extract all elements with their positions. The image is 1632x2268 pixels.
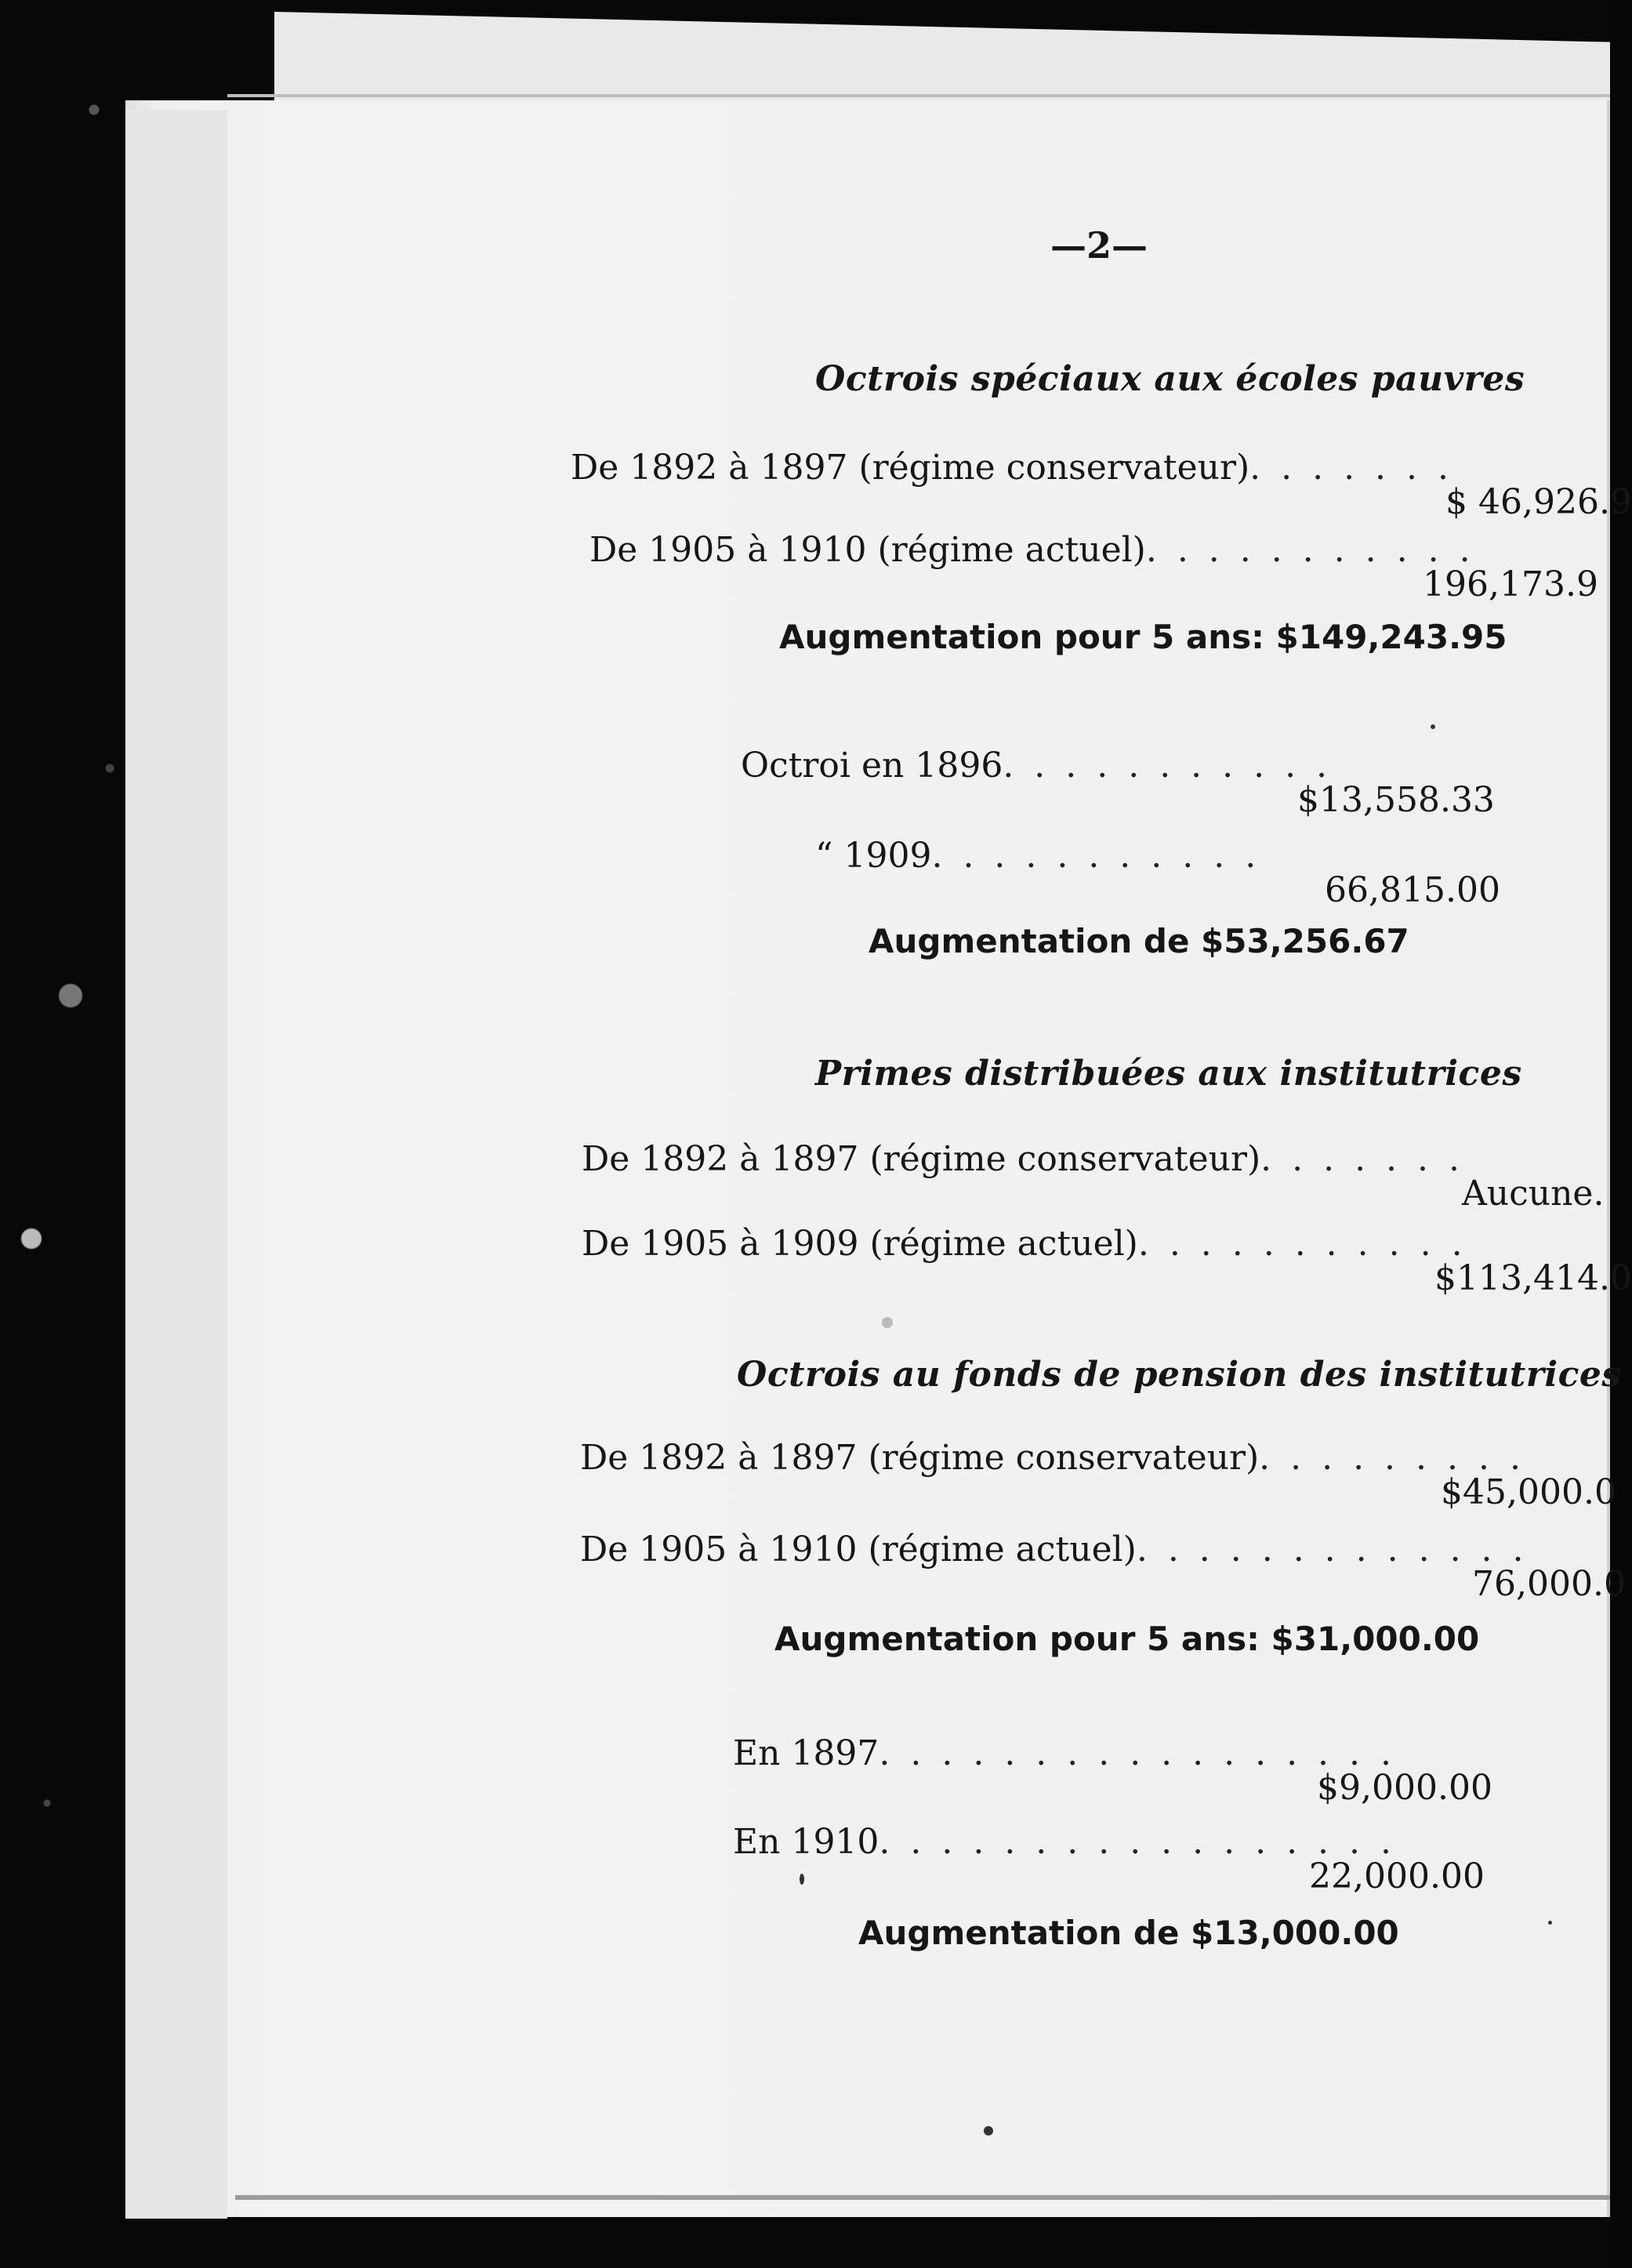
row-amount: Aucune. (1462, 1174, 1605, 1214)
row-label-text: De 1892 à 1897 (régime conservateur) (582, 1139, 1261, 1179)
scan-speck (800, 1874, 804, 1885)
row-amount: 22,000.00 (1309, 1856, 1485, 1896)
dot-leaders: . . . . . . . . . . . . . (1136, 1530, 1529, 1569)
row-label-text: De 1892 à 1897 (régime conservateur) (580, 1438, 1260, 1478)
row-label-text: De 1905 à 1910 (régime actuel) (589, 530, 1146, 570)
row-label-text: En 1910 (733, 1822, 879, 1862)
dot-leaders: . . . . . . . . . . . . . . . . . (879, 1822, 1396, 1862)
row-label (582, 1224, 1467, 1264)
row-amount: $13,558.33 (1297, 780, 1495, 820)
page-number: —2— (1050, 224, 1148, 267)
row-amount: 66,815.00 (1325, 870, 1500, 910)
dot-leaders: . . . . . . . . . (1259, 1438, 1525, 1478)
row-label (580, 1530, 1529, 1569)
row-label (815, 836, 1261, 876)
total-augmentation: Augmentation de $13,000.00 (858, 1914, 1399, 1952)
row-label (733, 1733, 1396, 1773)
total-augmentation: Augmentation pour 5 ans: $149,243.95 (779, 618, 1507, 656)
row-label-text: De 1905 à 1909 (régime actuel) (582, 1224, 1138, 1264)
total-augmentation: Augmentation de $53,256.67 (869, 922, 1409, 960)
dot-leaders: . . . . . . . (1249, 448, 1453, 488)
scan-speck (882, 1317, 893, 1328)
dot-leaders: . . . . . . . . . . . (931, 836, 1261, 876)
row-label (580, 1438, 1525, 1478)
section-title-primes: Primes distribuées aux institutrices (815, 1054, 1522, 1094)
scan-speck (1431, 724, 1435, 729)
dot-leaders: . . . . . . . (1260, 1139, 1464, 1179)
section-title-fonds-pension: Octrois au fonds de pension des institutrices (737, 1355, 1622, 1395)
row-label-text: En 1897 (733, 1733, 879, 1773)
row-amount: $45,000.0 (1441, 1472, 1616, 1512)
section-title-ecoles-pauvres: Octrois spéciaux aux écoles pauvres (815, 359, 1525, 399)
row-amount: $ 46,926.9 (1445, 482, 1632, 522)
scan-speck (984, 2126, 993, 2136)
dot-leaders: . . . . . . . . . . . (1145, 530, 1475, 570)
row-label (582, 1139, 1464, 1179)
row-label-text: De 1892 à 1897 (régime conservateur) (571, 448, 1250, 488)
dot-leaders: . . . . . . . . . . . (1003, 746, 1333, 786)
row-label-text: De 1905 à 1910 (régime actuel) (580, 1530, 1137, 1569)
row-amount: $9,000.00 (1317, 1768, 1492, 1808)
row-label (733, 1822, 1396, 1862)
row-label-text: “ 1909 (815, 836, 932, 876)
dot-leaders: . . . . . . . . . . . (1137, 1224, 1467, 1264)
total-augmentation: Augmentation pour 5 ans: $31,000.00 (774, 1620, 1480, 1658)
row-amount: $113,414.0 (1434, 1258, 1632, 1298)
dot-leaders: . . . . . . . . . . . . . . . . . (879, 1733, 1396, 1773)
scan-speck (1548, 1921, 1552, 1925)
row-label (589, 530, 1475, 570)
row-label (571, 448, 1453, 488)
row-label-text: Octroi en 1896 (741, 746, 1003, 786)
row-amount: 76,000.0 (1472, 1564, 1626, 1604)
row-label (741, 746, 1333, 786)
row-amount: 196,173.9 (1423, 564, 1598, 604)
